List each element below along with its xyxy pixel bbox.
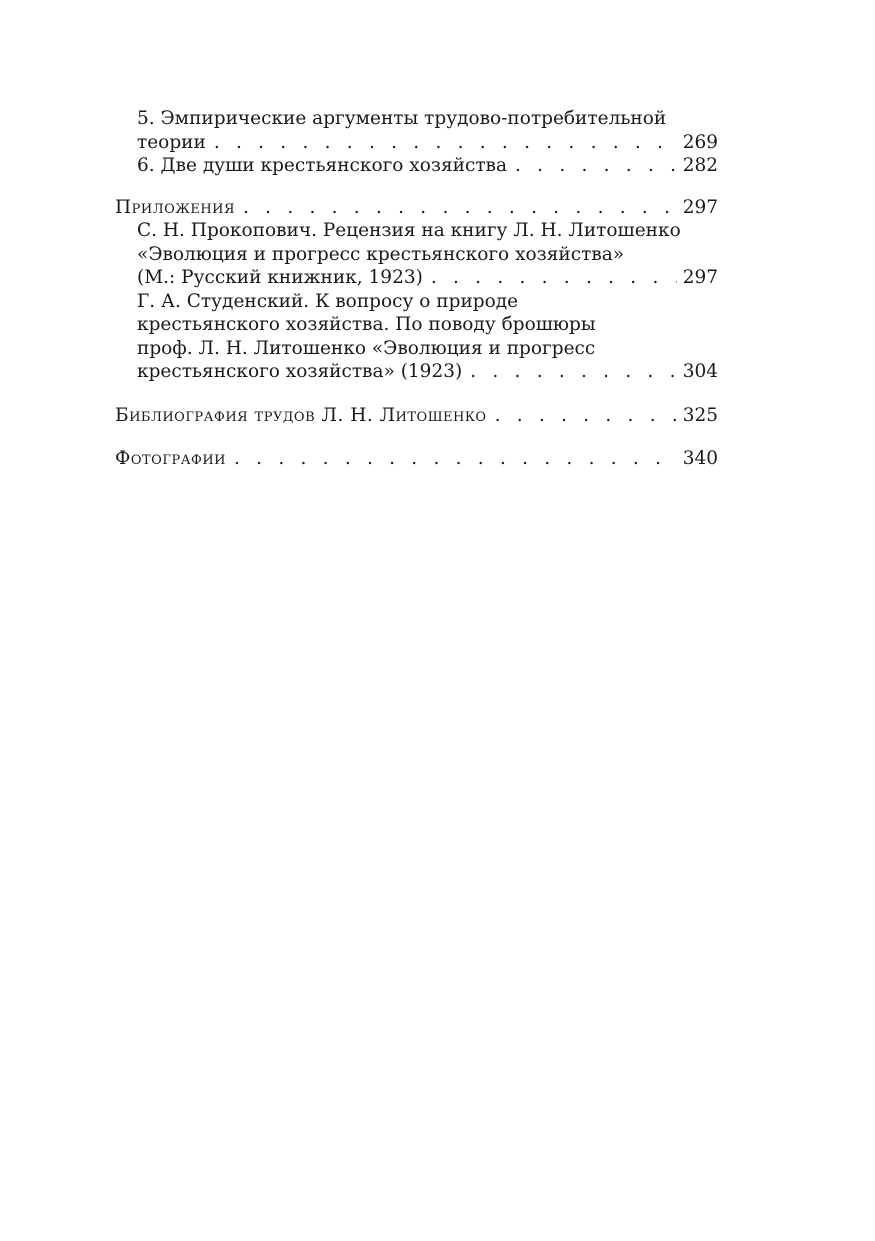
toc-entry-text: 5. Эмпирические аргументы трудово-потребительной (137, 108, 667, 129)
dot-leader (234, 447, 677, 471)
toc-entry-text: теории (137, 131, 206, 153)
page-number: 325 (682, 404, 718, 426)
dot-leader (431, 266, 677, 290)
toc-section-heading: Приложения (115, 196, 235, 218)
toc-entry-bibliography[interactable] (115, 404, 718, 428)
page-number: 297 (682, 267, 718, 288)
toc-entry-text: «Эволюция и прогресс крестьянского хозяйства» (137, 243, 625, 265)
toc-entry-text: крестьянского хозяйства. По поводу брошюры (137, 314, 596, 335)
toc-entry-6[interactable] (115, 154, 718, 178)
toc-entry-photos[interactable] (115, 447, 718, 471)
toc-entry-text: С. Н. Прокопович. Рецензия на книгу Л. Н. Литошенко (137, 220, 681, 241)
toc-section-heading: Библиография трудов Л. Н. Литошенко (115, 404, 487, 426)
page-number: 269 (682, 131, 718, 153)
dot-leader (515, 154, 677, 178)
toc-entry-text: проф. Л. Н. Литошенко «Эволюция и прогресс (137, 337, 596, 359)
page-number: 304 (682, 361, 718, 382)
page-number: 297 (682, 196, 718, 218)
toc-entry-text: 6. Две души крестьянского хозяйства (137, 155, 507, 176)
toc-entry-prokopovich[interactable] (115, 219, 718, 290)
page-number: 282 (682, 155, 718, 176)
toc-entry-5[interactable] (115, 107, 718, 154)
toc-entry-appendices[interactable] (115, 196, 718, 220)
dot-leader (470, 360, 676, 384)
toc-entry-text: (М.: Русский книжник, 1923) (137, 267, 423, 288)
dot-leader (214, 131, 677, 155)
toc-entry-text: Г. А. Студенский. К вопросу о природе (137, 290, 519, 312)
table-of-contents (115, 107, 718, 471)
toc-entry-text: крестьянского хозяйства» (1923) (137, 361, 463, 382)
dot-leader (495, 404, 677, 428)
toc-entry-studensky[interactable] (115, 290, 718, 384)
dot-leader (243, 196, 677, 220)
toc-section-heading: Фотографии (115, 448, 227, 469)
page-number: 340 (682, 448, 718, 469)
